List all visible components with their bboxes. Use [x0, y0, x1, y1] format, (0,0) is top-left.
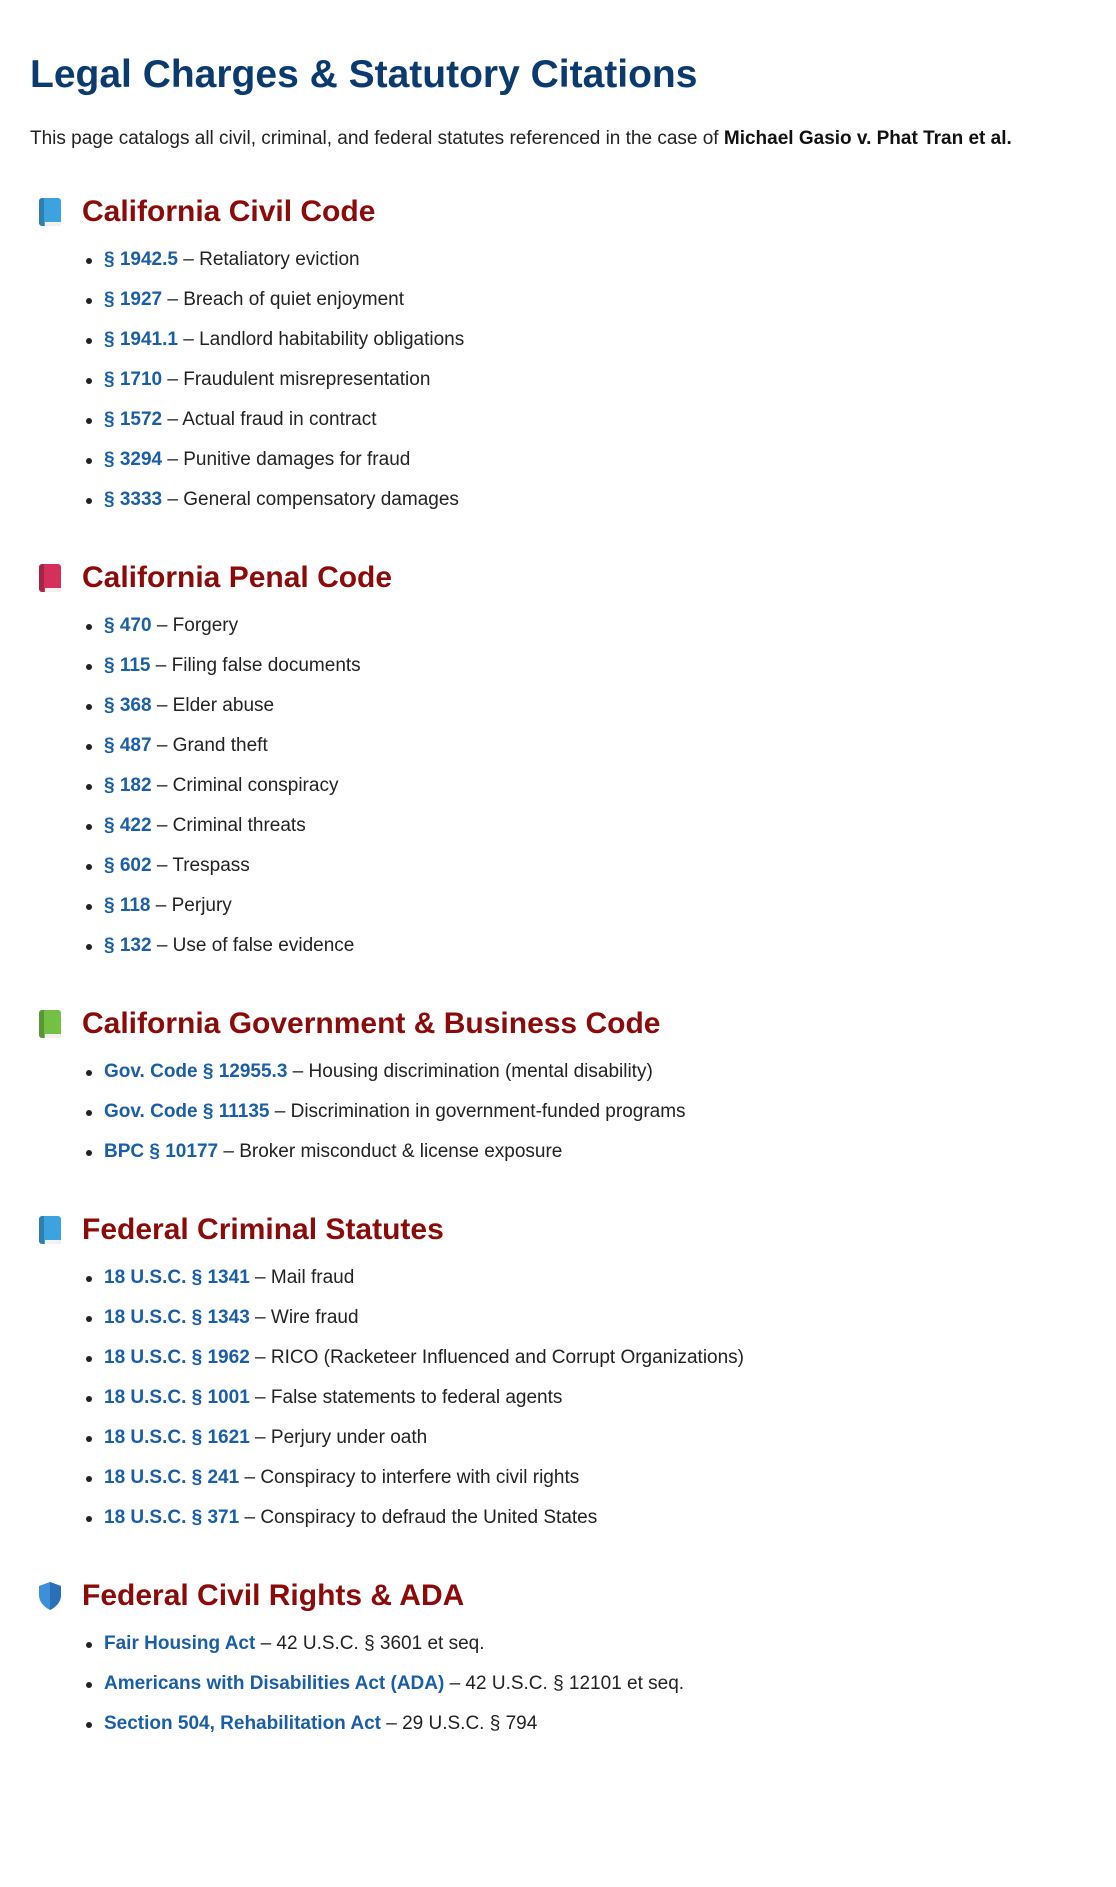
- section-heading: [30, 558, 1086, 598]
- citation-link[interactable]: § 3333: [104, 489, 163, 510]
- citation-description: – Trespass: [151, 855, 250, 876]
- citation-description: – Grand theft: [151, 735, 268, 756]
- citation-description: – Retaliatory eviction: [177, 249, 360, 270]
- section-heading-text: Federal Civil Rights & ADA: [82, 1579, 465, 1612]
- list-item: [104, 1506, 1086, 1530]
- list-item: [104, 488, 1086, 512]
- citation-description: – Elder abuse: [151, 695, 275, 716]
- citation-link[interactable]: Section 504, Rehabilitation Act: [104, 1713, 381, 1734]
- list-item: [104, 934, 1086, 958]
- statute-section: [30, 1210, 1086, 1530]
- list-item: [104, 1140, 1086, 1164]
- statute-section: [30, 192, 1086, 512]
- list-item: [104, 1060, 1086, 1084]
- citation-link[interactable]: 18 U.S.C. § 1621: [104, 1427, 250, 1448]
- citation-list: [30, 248, 1086, 512]
- citation-description: – Conspiracy to interfere with civil rights: [239, 1467, 580, 1488]
- citation-link[interactable]: § 3294: [104, 449, 163, 470]
- citation-description: – Housing discrimination (mental disability): [287, 1061, 653, 1082]
- citation-description: – Perjury under oath: [249, 1427, 428, 1448]
- list-item: [104, 1466, 1086, 1490]
- citation-description: – Use of false evidence: [151, 935, 355, 956]
- list-item: [104, 814, 1086, 838]
- list-item: [104, 774, 1086, 798]
- list-item: [104, 1266, 1086, 1290]
- list-item: [104, 368, 1086, 392]
- list-item: [104, 248, 1086, 272]
- citation-link[interactable]: § 132: [104, 935, 152, 956]
- statute-section: [30, 1576, 1086, 1736]
- citation-link[interactable]: 18 U.S.C. § 1343: [104, 1307, 250, 1328]
- citation-description: – Broker misconduct & license exposure: [218, 1141, 563, 1162]
- list-item: [104, 894, 1086, 918]
- citation-link[interactable]: § 1927: [104, 289, 163, 310]
- citation-description: – Criminal threats: [151, 815, 306, 836]
- section-heading-text: Federal Criminal Statutes: [82, 1213, 444, 1246]
- citation-link[interactable]: § 118: [104, 895, 151, 916]
- citation-link[interactable]: 18 U.S.C. § 1341: [104, 1267, 250, 1288]
- case-name: Michael Gasio v. Phat Tran et al.: [723, 128, 1012, 149]
- citation-description: – 42 U.S.C. § 3601 et seq.: [255, 1633, 485, 1654]
- citation-link[interactable]: BPC § 10177: [104, 1141, 219, 1162]
- citation-link[interactable]: § 470: [104, 615, 152, 636]
- citation-link[interactable]: § 1941.1: [104, 329, 178, 350]
- section-heading-text: California Government & Business Code: [82, 1007, 661, 1040]
- citation-description: – Perjury: [150, 895, 232, 916]
- citation-list: [30, 1060, 1086, 1164]
- list-item: [104, 614, 1086, 638]
- citation-description: – Conspiracy to defraud the United States: [239, 1507, 598, 1528]
- section-heading-text: California Penal Code: [82, 561, 393, 594]
- blue-book-icon: [37, 197, 63, 227]
- shield-icon: [37, 1581, 63, 1611]
- list-item: [104, 408, 1086, 432]
- citation-description: – Breach of quiet enjoyment: [162, 289, 404, 310]
- citation-link[interactable]: 18 U.S.C. § 1001: [104, 1387, 250, 1408]
- list-item: [104, 694, 1086, 718]
- section-heading: [30, 1004, 1086, 1044]
- list-item: [104, 1386, 1086, 1410]
- list-item: [104, 1426, 1086, 1450]
- section-heading: [30, 1576, 1086, 1616]
- list-item: [104, 1672, 1086, 1696]
- statute-section: [30, 1004, 1086, 1164]
- citation-description: – False statements to federal agents: [249, 1387, 563, 1408]
- list-item: [104, 1346, 1086, 1370]
- citation-link[interactable]: § 602: [104, 855, 152, 876]
- list-item: [104, 1306, 1086, 1330]
- citation-link[interactable]: § 487: [104, 735, 152, 756]
- citation-link[interactable]: 18 U.S.C. § 371: [104, 1507, 240, 1528]
- citation-description: – Mail fraud: [249, 1267, 355, 1288]
- list-item: [104, 1632, 1086, 1656]
- citation-description: – Filing false documents: [150, 655, 361, 676]
- citation-description: – Punitive damages for fraud: [162, 449, 411, 470]
- list-item: [104, 1712, 1086, 1736]
- list-item: [104, 654, 1086, 678]
- list-item: [104, 734, 1086, 758]
- citation-description: – Wire fraud: [249, 1307, 359, 1328]
- citation-description: – 29 U.S.C. § 794: [380, 1713, 538, 1734]
- red-book-icon: [37, 563, 63, 593]
- citation-list: [30, 1632, 1086, 1736]
- citation-description: – Actual fraud in contract: [162, 409, 377, 430]
- citation-description: – Fraudulent misrepresentation: [162, 369, 431, 390]
- statute-sections: [30, 192, 1086, 1736]
- list-item: [104, 854, 1086, 878]
- citation-link[interactable]: Gov. Code § 11135: [104, 1101, 270, 1122]
- citation-description: – Forgery: [151, 615, 239, 636]
- citation-link[interactable]: Americans with Disabilities Act (ADA): [104, 1673, 445, 1694]
- citation-description: – Criminal conspiracy: [151, 775, 339, 796]
- citation-description: – 42 U.S.C. § 12101 et seq.: [444, 1673, 685, 1694]
- citation-link[interactable]: § 115: [104, 655, 151, 676]
- citation-link[interactable]: Gov. Code § 12955.3: [104, 1061, 288, 1082]
- intro-text: This page catalogs all civil, criminal, and federal statutes referenced in the case of: [30, 128, 724, 149]
- list-item: [104, 448, 1086, 472]
- citation-link[interactable]: § 368: [104, 695, 152, 716]
- citation-link[interactable]: Fair Housing Act: [104, 1633, 256, 1654]
- citation-link[interactable]: § 1942.5: [104, 249, 178, 270]
- section-heading: [30, 1210, 1086, 1250]
- list-item: [104, 1100, 1086, 1124]
- section-heading-text: California Civil Code: [82, 195, 376, 228]
- citation-link[interactable]: 18 U.S.C. § 241: [104, 1467, 240, 1488]
- page-title: Legal Charges & Statutory Citations: [30, 53, 698, 96]
- citation-description: – Discrimination in government-funded programs: [269, 1101, 686, 1122]
- citation-description: – RICO (Racketeer Influenced and Corrupt Organizations): [249, 1347, 744, 1368]
- list-item: [104, 288, 1086, 312]
- blue-book-icon: [37, 1215, 63, 1245]
- citation-link[interactable]: § 182: [104, 775, 152, 796]
- citation-list: [30, 1266, 1086, 1530]
- intro-paragraph: [30, 126, 1086, 152]
- citation-description: – Landlord habitability obligations: [177, 329, 465, 350]
- citation-list: [30, 614, 1086, 958]
- citation-link[interactable]: § 1572: [104, 409, 163, 430]
- statute-section: [30, 558, 1086, 958]
- citation-link[interactable]: § 1710: [104, 369, 163, 390]
- section-heading: [30, 192, 1086, 232]
- citation-link[interactable]: 18 U.S.C. § 1962: [104, 1347, 250, 1368]
- list-item: [104, 328, 1086, 352]
- green-book-icon: [37, 1009, 63, 1039]
- citation-link[interactable]: § 422: [104, 815, 152, 836]
- citation-description: – General compensatory damages: [162, 489, 459, 510]
